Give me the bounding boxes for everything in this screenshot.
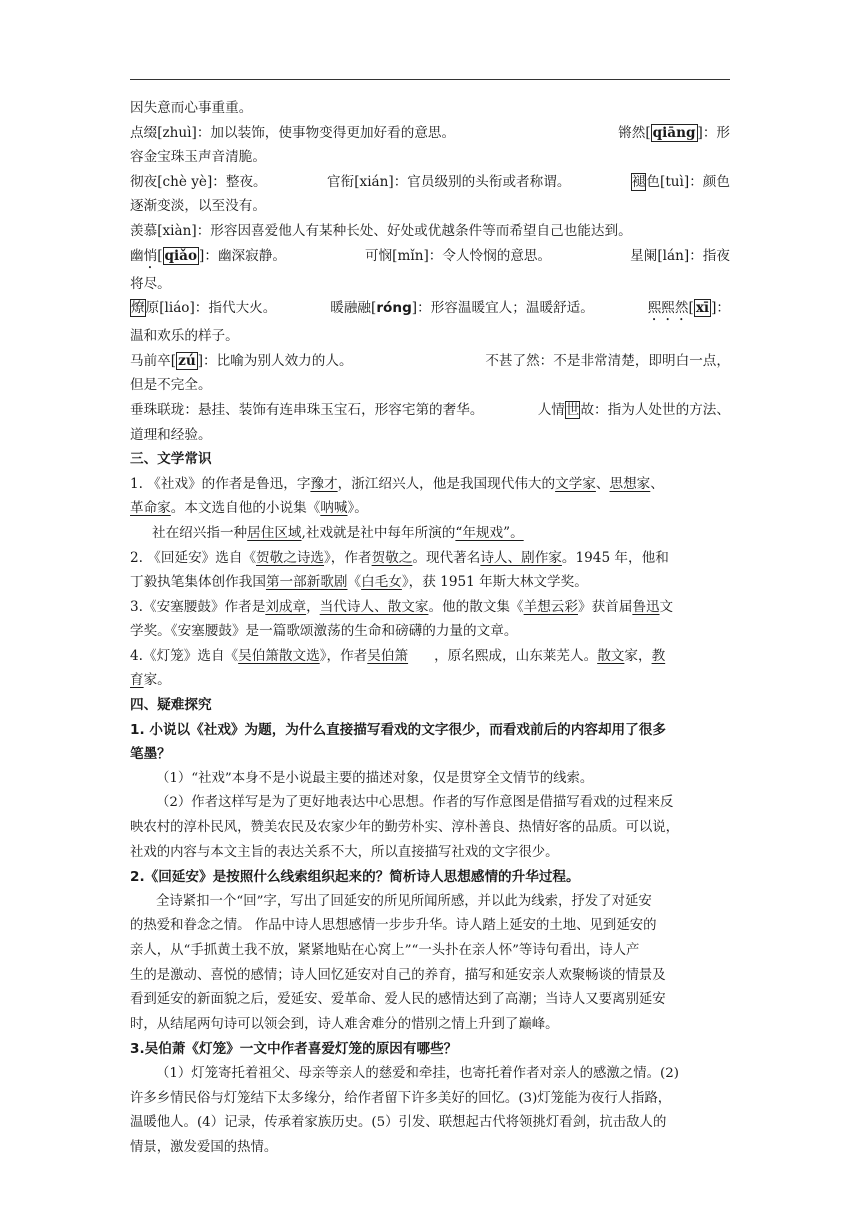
- answer-underline: 呐喊: [320, 500, 348, 517]
- vocab-word: 马前卒: [130, 352, 171, 369]
- lit-item-2-cont: [130, 570, 730, 595]
- question-3: 3.吴伯萧《灯笼》一文中作者喜爱灯笼的原因有哪些？: [130, 1041, 458, 1058]
- answer-underline: 豫才: [310, 475, 338, 492]
- vocab-def: ：比喻为别人效力的人。: [203, 352, 353, 369]
- vocab-pinyin: lán: [662, 247, 684, 264]
- answer-line: 时，从结尾两句诗可以领会到，诗人难舍难分的惜别之情上升到了巅峰。: [130, 1016, 559, 1032]
- text: 家，: [624, 647, 652, 664]
- vocab-cont-line: 逐渐变淡，以至没有。: [130, 198, 266, 215]
- text: 社在绍兴指一种: [152, 524, 248, 541]
- question-2: 2.《回延安》是按照什么线索组织起来的？简析诗人思想感情的升华过程。: [130, 869, 580, 886]
- text: ，浙江绍兴人，他是我国现代伟大的: [337, 475, 556, 492]
- answer-line: 许多乡情民俗与灯笼结下太多缘分，给作者留下许多美好的回忆。(3)灯笼能为夜行人指路，: [130, 1090, 672, 1106]
- vocab-cont-line: 道理和经验。: [130, 426, 212, 443]
- vocab-char-boxed: 褪: [631, 173, 646, 190]
- section-heading-literature: 三、文学常识: [130, 451, 212, 468]
- vocab-def: ：形: [702, 124, 730, 141]
- question-1: 1. 小说以《社戏》为题，为什么直接描写看戏的文字很少，而看戏前后的内容却用了很多: [130, 721, 666, 738]
- answer-line: 映农村的淳朴民风，赞美农民及农家少年的勤劳朴实、淳朴善良、热情好客的品质。可以说，: [130, 820, 680, 836]
- text: 4.《灯笼》选自《: [130, 647, 239, 664]
- question-1-cont: 笔墨？: [130, 746, 171, 763]
- vocab-def: ：指代大火。: [194, 300, 277, 317]
- answer-line: 亲人，从“手抓黄土我不放，紧紧地贴在心窝上”“一头扑在亲人怀”等诗句看出，诗人产: [130, 943, 640, 958]
- answer-underline: 第一部新歌剧: [265, 574, 348, 591]
- vocab-row: [130, 244, 730, 272]
- text: 》，获 1951 年斯大林文学奖。: [401, 574, 588, 591]
- vocab-maqianzu: 马前卒[ zú ]：比喻为别人效力的人。: [130, 352, 353, 369]
- text: ,社戏就是社中每年所演的: [301, 524, 456, 541]
- text: 、: [650, 475, 664, 492]
- vocab-cheye: 彻夜[chè yè]：整夜。: [130, 173, 267, 190]
- vocab-pinyin: xián: [359, 173, 389, 190]
- lit-item-1-cont: [130, 496, 730, 521]
- answer-underline: 育: [130, 672, 144, 689]
- vocab-renqingshigu: [538, 398, 730, 423]
- vocab-cont-line: 但是不完全。: [130, 377, 212, 394]
- vocab-pinyin: chè yè: [162, 173, 207, 190]
- vocab-word: 人情: [537, 401, 565, 418]
- text: 。1945 年，他和: [561, 549, 669, 566]
- vocab-pinyin-boxed: qiǎo: [164, 247, 198, 264]
- answer-underline: 文学家: [555, 475, 596, 492]
- vocab-def: ：形容因喜爱他人有某种长处、好处或优越条件等而希望自己也能达到。: [196, 222, 632, 239]
- vocab-pinyin: liáo: [164, 300, 190, 317]
- vocab-kemin: 可悯[mǐn]：令人怜悯的意思。: [364, 247, 552, 264]
- lit-item-2: [130, 546, 730, 571]
- vocab-row: [130, 296, 730, 324]
- vocab-pinyin-boxed: qiāng: [652, 124, 696, 141]
- vocab-pinyin-boxed: xī: [695, 300, 710, 317]
- vocab-cont-line: 将尽。: [130, 275, 171, 292]
- vocab-word: 点缀: [130, 124, 158, 141]
- lit-item-3-cont: 学奖。《安塞腰鼓》是一篇歌颂激荡的生命和磅礴的力量的文章。: [130, 623, 518, 640]
- text: 《: [347, 574, 362, 591]
- answer-line: 情景，激发爱国的热情。: [130, 1139, 278, 1155]
- answer-line: 温暖他人。(4）记录，传承着家族历史。(5）引发、联想起古代将领挑灯看剑，抗击敌人的: [130, 1115, 667, 1131]
- answer-line: 的热爱和眷念之情。 作品中诗人思想感情一步步升华。诗人踏上延安的土地、见到延安的: [130, 918, 657, 934]
- answer-underline: 居住区域: [247, 524, 302, 541]
- text: 2. 《回延安》选自《: [130, 549, 257, 566]
- answer-underline: 贺敬之诗选: [256, 549, 325, 566]
- answer-underline: 当代诗人、散文家: [319, 598, 429, 615]
- vocab-word-dotted: 悄: [143, 247, 158, 264]
- text: 》，作者: [319, 647, 368, 664]
- vocab-def: ：幽深寂静。: [204, 247, 286, 264]
- vocab-def: ：官员级别的头衔或者称谓。: [393, 173, 571, 190]
- vocab-row: [130, 121, 730, 146]
- text: 1. 《社戏》的作者是鲁迅，字: [130, 475, 311, 492]
- text: 》，作者: [324, 549, 372, 566]
- answer-underline: 思想家: [609, 475, 651, 492]
- vocab-chuizhu: 垂珠联珑：悬挂、装饰有连串珠玉宝石，形容宅第的奢华。: [130, 401, 484, 418]
- vocab-tuise: 褪色[tuì]：颜色: [631, 173, 730, 190]
- vocab-word: 官衔: [327, 173, 355, 190]
- vocab-char-boxed: 燎: [131, 300, 145, 317]
- answer-underline: 吴伯箫散文选: [238, 647, 320, 664]
- header-rule: [130, 79, 730, 80]
- vocab-def: ：加以装饰，使事物变得更加好看的意思。: [196, 124, 456, 141]
- answer-underline: 贺敬之: [371, 549, 413, 566]
- vocab-def: ：形容温暖宜人；温暖舒适。: [417, 300, 594, 317]
- vocab-def: 故：指为人处世的方法、: [580, 401, 730, 418]
- vocab-word: 可悯: [364, 247, 393, 264]
- vocab-guanxian: 官衔[xián]：官员级别的头衔或者称谓。: [327, 173, 571, 190]
- lit-item-4: [130, 644, 730, 669]
- lit-item-1-note: [130, 521, 730, 546]
- vocab-cont-line: 温和欢乐的样子。: [130, 328, 239, 345]
- vocab-pinyin: zhuì: [162, 124, 192, 141]
- vocab-word: 色: [646, 173, 660, 190]
- vocab-pinyin-boxed: zú: [178, 352, 196, 369]
- vocab-word: 原: [145, 300, 160, 317]
- vocab-word: 羡慕: [130, 222, 158, 239]
- vocab-liaoyuan: 燎原[liáo]：指代大火。: [131, 300, 277, 317]
- answer-underline: 吴伯箫: [367, 647, 409, 664]
- text: 。他的散文集《: [428, 598, 524, 615]
- text: 家。: [143, 672, 171, 689]
- text: 。现代著名: [412, 549, 481, 566]
- vocab-word: 幽: [130, 247, 144, 264]
- vocab-xianmu: 羡慕[xiàn]：形容因喜爱他人有某种长处、好处或优越条件等而希望自己也能达到。: [130, 222, 632, 239]
- answer-line: 看到延安的新面貌之后，爱延安、爱革命、爱人民的感情达到了高潮；当诗人又要离别延安: [130, 992, 666, 1008]
- answer-underline: “年规戏”。: [455, 524, 524, 541]
- answer-underline: 刘成章: [265, 598, 307, 615]
- vocab-xinglan: 星阑[lán]：指夜: [630, 247, 730, 264]
- vocab-nuanrongrong: 暖融融[róng]：形容温暖宜人；温暖舒适。: [330, 300, 594, 317]
- text: 3.《安塞腰鼓》作者是: [130, 598, 266, 615]
- vocab-youqiao: 幽悄[ qiǎo ]：幽深寂静。: [130, 247, 286, 264]
- vocab-cont-line: 容金宝珠玉声音清脆。: [130, 149, 266, 166]
- vocab-pinyin: mǐn: [397, 247, 424, 264]
- vocab-row: [130, 349, 730, 374]
- lit-item-4-cont: [130, 668, 730, 693]
- vocab-word: 彻夜: [130, 173, 158, 190]
- vocab-def: ：指夜: [689, 247, 730, 264]
- answer-line: 生的是激动、喜悦的感情；诗人回忆延安对自己的养育，描写和延安亲人欢聚畅谈的情景及: [130, 967, 666, 983]
- vocab-dianzhui: 点缀[zhuì]：加以装饰，使事物变得更加好看的意思。: [130, 124, 456, 141]
- answer-line: （1）“社戏”本身不是小说最主要的描述对象，仅是贯穿全文情节的线索。: [156, 770, 594, 786]
- answer-underline: 教: [651, 647, 666, 664]
- answer-line: 社戏的内容与本文主旨的表达关系不大，所以直接描写社戏的文字很少。: [130, 844, 559, 860]
- answer-underline: 鲁迅: [632, 598, 660, 615]
- vocab-word-dotted: 熙熙然: [647, 300, 689, 317]
- vocab-cont-line: 因失意而心事重重。: [130, 100, 253, 116]
- vocab-word: 锵然: [618, 124, 646, 141]
- vocab-def: ：: [716, 300, 730, 317]
- document-body: [130, 96, 730, 1160]
- text: 文: [659, 598, 674, 615]
- answer-underline: 革命家: [130, 500, 171, 517]
- answer-line: 全诗紧扣一个“回”字，写出了回延安的所见所闻所感，并以此为线索，抒发了对延安: [156, 893, 652, 909]
- answer-underline: 白毛女: [361, 574, 402, 591]
- lit-item-3: [130, 595, 730, 620]
- answer-underline: 羊想云彩: [523, 598, 578, 615]
- vocab-def: ：颜色: [689, 173, 730, 190]
- vocab-word: 暖融融: [330, 300, 372, 317]
- vocab-char-boxed: 世: [565, 401, 580, 418]
- text: 》。: [347, 500, 368, 517]
- text: ，原名熙成，山东莱芜人。: [434, 647, 598, 664]
- answer-line: （2）作者这样写是为了更好地表达中心思想。作者的写作意图是借描写看戏的过程来反: [156, 795, 674, 811]
- answer-line: （1）灯笼寄托着祖父、母亲等亲人的慈爱和牵挂，也寄托着作者对亲人的感激之情。(2): [156, 1065, 679, 1081]
- vocab-def: ：整夜。: [212, 173, 267, 190]
- vocab-word: 星阑: [630, 247, 658, 264]
- section-heading-questions: 四、疑难探究: [130, 697, 212, 714]
- lit-item-1: [130, 472, 730, 497]
- vocab-row: [130, 170, 730, 195]
- vocab-pinyin: róng: [376, 300, 412, 317]
- text: 、: [595, 475, 610, 492]
- vocab-xixiran: 熙熙然[ xī ]：: [647, 300, 730, 317]
- vocab-pinyin: tuì: [665, 173, 684, 190]
- vocab-pinyin: xiàn: [162, 222, 192, 239]
- vocab-bushenliaoran: 不甚了然：不是非常清楚，即明白一点，: [485, 352, 730, 369]
- vocab-qiangran: 锵然[ qiāng ]：形: [618, 124, 730, 141]
- text: 》获首届: [577, 598, 633, 615]
- text: 。本文选自他的小说集《: [170, 500, 321, 517]
- answer-underline: 散文: [597, 647, 625, 664]
- text: 丁毅执笔集体创作我国: [130, 574, 266, 591]
- vocab-def: ：令人怜悯的意思。: [428, 247, 552, 264]
- text: ，: [306, 598, 320, 615]
- answer-underline: 诗人、剧作家: [480, 549, 562, 566]
- vocab-row: [130, 398, 730, 423]
